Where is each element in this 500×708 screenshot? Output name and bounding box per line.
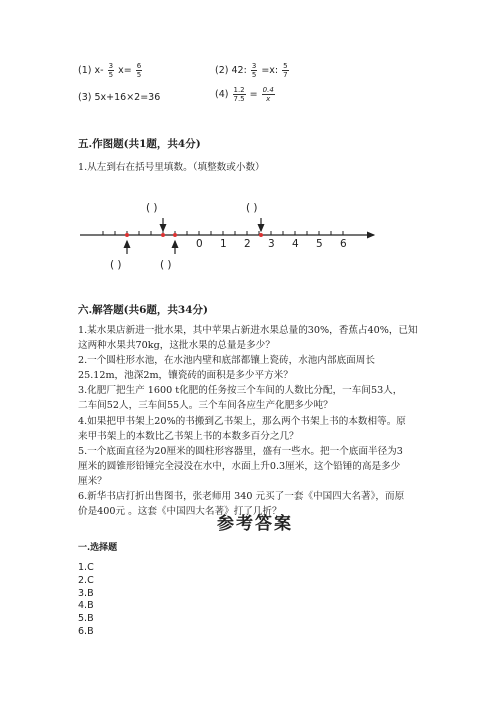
answer-item: 6.B: [78, 625, 94, 637]
top-bracket-1: ( ): [146, 202, 158, 214]
bottom-bracket-2: ( ): [160, 259, 172, 271]
tick-marks: [103, 231, 343, 235]
equation-1: (1) x- $\frac{3}{5}$ x= $\frac{6}{5}$: [78, 62, 142, 79]
problem-line: 来甲书架上的本数比乙书架上书的本数多百分之几？: [78, 430, 299, 442]
answers-title: 参考答案: [217, 514, 293, 534]
tick-label-2: 2: [244, 238, 251, 250]
problem-line: 25.12m，池深2m，镶瓷砖的面积是多少平方米？: [78, 370, 293, 382]
problem-line: 5.一个底面直径为20厘米的圆柱形容器里，盛有一些水。把一个底面半径为3: [78, 445, 403, 457]
problem-line: 厘米？: [78, 475, 107, 487]
equation-4: (4) $\frac{1.2}{7.5}$ = $\frac{0.4}{x}$: [215, 86, 274, 103]
section-5-question: 1.从左到右在括号里填数。（填整数或小数）: [78, 162, 265, 173]
section-6-body: [78, 323, 418, 519]
problem-line: 价是400元 。这套《中国四大名著》打了几折？: [78, 506, 282, 518]
problem-line: 6.新华书店打折出售图书，张老师用 340 元买了一套《中国四大名著》，而原: [78, 491, 405, 503]
problem-line: 厘米的圆锥形铅锤完全浸没在水中，水面上升0.3厘米，这个铅锤的高是多少: [78, 460, 401, 472]
point-marker-1: [125, 233, 129, 237]
equation-3: (3) 5x+16×2=36: [78, 92, 161, 103]
problem-line: 3.化肥厂把生产 1600 t化肥的任务按三个车间的人数比分配，一车间53人，: [78, 385, 403, 397]
problem-line: 4.如果把甲书架上20%的书搬到乙书架上，那么两个书架上书的本数相等。原: [78, 415, 406, 427]
answer-item: 4.B: [78, 600, 94, 612]
point-marker-2: [161, 233, 165, 237]
section-6-title: 六.解答题(共6题，共34分): [78, 304, 209, 316]
number-line-diagram: [78, 198, 398, 278]
problem-line: 2.一个圆柱形水池，在水池内壁和底部都镶上瓷砖，水池内部底面周长: [78, 355, 375, 367]
tick-label-4: 4: [292, 238, 299, 250]
answers-subtitle: 一.选择题: [78, 543, 118, 553]
tick-label-6: 6: [340, 238, 347, 250]
tick-label-5: 5: [316, 238, 323, 250]
problem-line: 1.某水果店新进一批水果，其中苹果占新进水果总量的30%，香蕉占40%，已知: [78, 325, 418, 336]
answer-item: 2.C: [78, 574, 94, 586]
bottom-bracket-1: ( ): [110, 259, 122, 271]
point-marker-4: [259, 233, 263, 237]
tick-label-3: 3: [268, 238, 275, 250]
section-5-title: 五.作图题(共1题，共4分): [78, 138, 201, 150]
equation-2: (2) 42: $\frac{3}{5}$ =x: $\frac{5}{7}$: [215, 62, 288, 79]
problem-line: 二车间52人，三车间55人。三个车间各应生产化肥多少吨？: [78, 400, 333, 412]
tick-label-1: 1: [220, 238, 227, 250]
answer-item: 3.B: [78, 587, 94, 599]
point-marker-3: [173, 233, 177, 237]
problem-line: 这两种水果共70kg，这批水果的总量是多少？: [78, 340, 275, 352]
answer-item: 1.C: [78, 562, 94, 573]
top-bracket-2: ( ): [246, 202, 258, 214]
answer-item: 5.B: [78, 613, 94, 625]
answers-list: [78, 562, 94, 639]
tick-label-0: 0: [196, 238, 203, 250]
